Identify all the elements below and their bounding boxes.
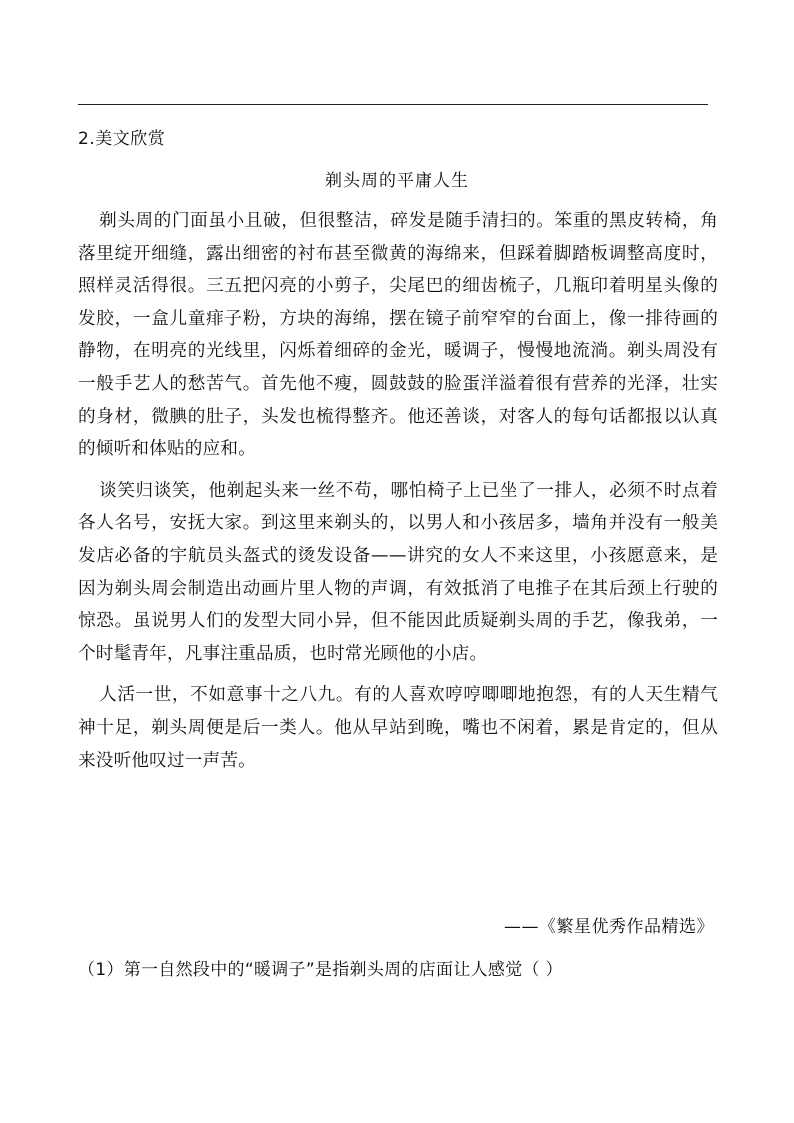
article-paragraph-1: 剃头周的门面虽小且破，但很整洁，碎发是随手清扫的。笨重的黑皮转椅，角落里绽开细缝，露出细密的衬布甚至微黄的海绵来，但踩着脚踏板调整高度时，照样灵活得很。三五把闪亮的小剪子，尖尾巴的细齿梳子，几瓶印着明星头像的发胶，一盒儿童痱子粉，方块的海绵，摆在镜子前窄窄的台面上，像一排待画的静物，在明亮的光线里，闪烁着细碎的金光，暖调子，慢慢地流淌。剃头周没有一般手艺人的愁苦气。首先他不瘦，圆鼓鼓的脸蛋洋溢着很有营养的光泽，壮实的身材，微腆的肚子，头发也梳得整齐。他还善谈，对客人的每句话都报以认真的倾听和体贴的应和。 [78, 211, 718, 460]
answer-blank-line [78, 104, 708, 105]
article-source: ——《繁星优秀作品精选》 [504, 917, 714, 937]
article-paragraph-2: 谈笑归谈笑，他剃起头来一丝不苟，哪怕椅子上已坐了一排人，必须不时点着各人名号，安抚大家。到这里来剃头的，以男人和小孩居多，墙角并没有一般美发店必备的宇航员头盔式的烫发设备——讲究的女人不来这里，小孩愿意来，是因为剃头周会制造出动画片里人物的声调，有效抵消了电推子在其后颈上行驶的惊恐。虽说男人们的发型大同小异，但不能因此质疑剃头周的手艺，像我弟，一个时髦青年，凡事注重品质，也时常光顾他的小店。 [78, 480, 718, 664]
question-1: （1）第一自然段中的“暖调子”是指剃头周的店面让人感觉（ ） [78, 960, 563, 980]
article-paragraph-3: 人活一世，不如意事十之八九。有的人喜欢哼哼唧唧地抱怨，有的人天生精气神十足，剃头周便是后一类人。他从早站到晚，嘴也不闲着，累是肯定的，但从来没听他叹过一声苦。 [78, 685, 718, 771]
article-title: 剃头周的平庸人生 [325, 171, 469, 191]
section-title: 2.美文欣赏 [78, 129, 166, 149]
article-body [78, 205, 718, 786]
